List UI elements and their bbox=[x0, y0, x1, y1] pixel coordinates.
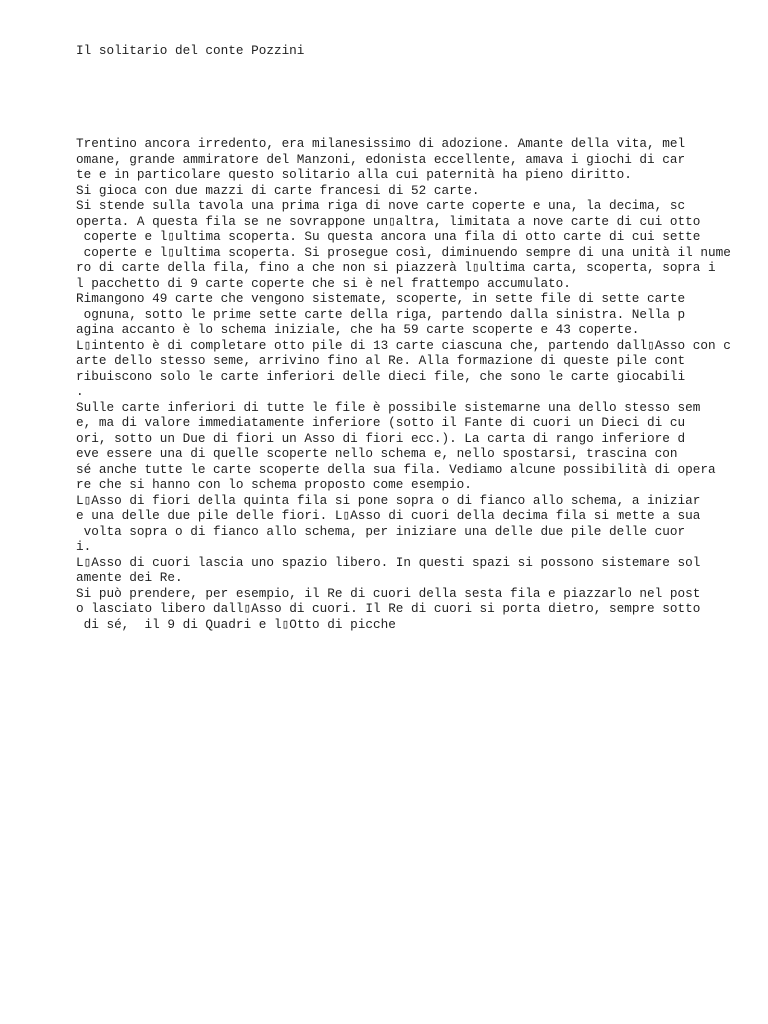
text-line: eve essere una di quelle scoperte nello schema e, nello spostarsi, trascina con bbox=[76, 446, 678, 461]
text-line: Trentino ancora irredento, era milanesissimo di adozione. Amante della vita, mel bbox=[76, 136, 686, 151]
text-line: coperte e l▯ultima scoperta. Si prosegue così, diminuendo sempre di una unità il nume bbox=[76, 244, 731, 260]
text-line: omane, grande ammiratore del Manzoni, edonista eccellente, amava i giochi di car bbox=[76, 151, 686, 167]
text-line: agina accanto è lo schema iniziale, che ha 59 carte scoperte e 43 coperte. bbox=[76, 322, 640, 337]
text-line: ognuna, sotto le prime sette carte della riga, partendo dalla sinistra. Nella p bbox=[76, 306, 686, 322]
text-line: volta sopra o di fianco allo schema, per iniziare una delle due pile delle cuor bbox=[76, 523, 686, 539]
text-line: Si gioca con due mazzi di carte francesi di 52 carte. bbox=[76, 182, 480, 198]
text-line: L▯Asso di cuori lascia uno spazio libero. In questi spazi si possono sistemare sol bbox=[76, 554, 701, 570]
text-line: e una delle due pile delle fiori. L▯Asso di cuori della decima fila si mette a sua bbox=[76, 508, 701, 523]
text-line: coperte e l▯ultima scoperta. Su questa ancora una fila di otto carte di cui sette bbox=[76, 229, 701, 244]
text-line: arte dello stesso seme, arrivino fino al Re. Alla formazione di queste pile cont bbox=[76, 353, 686, 368]
text-line: te e in particolare questo solitario alla cui paternità ha pieno diritto. bbox=[76, 167, 632, 182]
text-line: i. bbox=[76, 539, 92, 554]
title-spacer bbox=[76, 90, 756, 106]
text-line: Si può prendere, per esempio, il Re di cuori della sesta fila e piazzarlo nel post bbox=[76, 585, 701, 601]
text-line: re che si hanno con lo schema proposto come esempio. bbox=[76, 477, 472, 492]
text-line: e, ma di valore immediatamente inferiore (sotto il Fante di cuori un Dieci di cu bbox=[76, 415, 686, 430]
text-line: L▯Asso di fiori della quinta fila si pone sopra o di fianco allo schema, a iniziar bbox=[76, 492, 701, 508]
text-line: Si stende sulla tavola una prima riga di nove carte coperte e una, la decima, sc bbox=[76, 198, 686, 213]
document-title: Il solitario del conte Pozzini bbox=[76, 43, 305, 58]
text-line: ori, sotto un Due di fiori un Asso di fiori ecc.). La carta di rango inferiore d bbox=[76, 430, 686, 446]
text-line: ribuiscono solo le carte inferiori delle dieci file, che sono le carte giocabili bbox=[76, 368, 686, 384]
text-line: o lasciato libero dall▯Asso di cuori. Il Re di cuori si porta dietro, sempre sotto bbox=[76, 601, 701, 616]
text-line: L▯intento è di completare otto pile di 13 carte ciascuna che, partendo dall▯Asso con c bbox=[76, 337, 731, 353]
text-line: di sé, il 9 di Quadri e l▯Otto di picche bbox=[76, 616, 396, 632]
text-line: . bbox=[76, 384, 84, 399]
text-line: Rimangono 49 carte che vengono sistemate, scoperte, in sette file di sette carte bbox=[76, 291, 686, 306]
text-line: Sulle carte inferiori di tutte le file è possibile sistemarne una dello stesso sem bbox=[76, 399, 701, 415]
text-line: amente dei Re. bbox=[76, 570, 183, 585]
text-line: sé anche tutte le carte scoperte della sua fila. Vediamo alcune possibilità di opera bbox=[76, 461, 716, 477]
document-body bbox=[76, 136, 756, 632]
text-line: l pacchetto di 9 carte coperte che si è nel frattempo accumulato. bbox=[76, 275, 571, 291]
text-line: operta. A questa fila se ne sovrappone un▯altra, limitata a nove carte di cui otto bbox=[76, 213, 701, 229]
document-page bbox=[76, 12, 756, 648]
text-line: ro di carte della fila, fino a che non si piazzerà l▯ultima carta, scoperta, sopra i bbox=[76, 260, 716, 275]
